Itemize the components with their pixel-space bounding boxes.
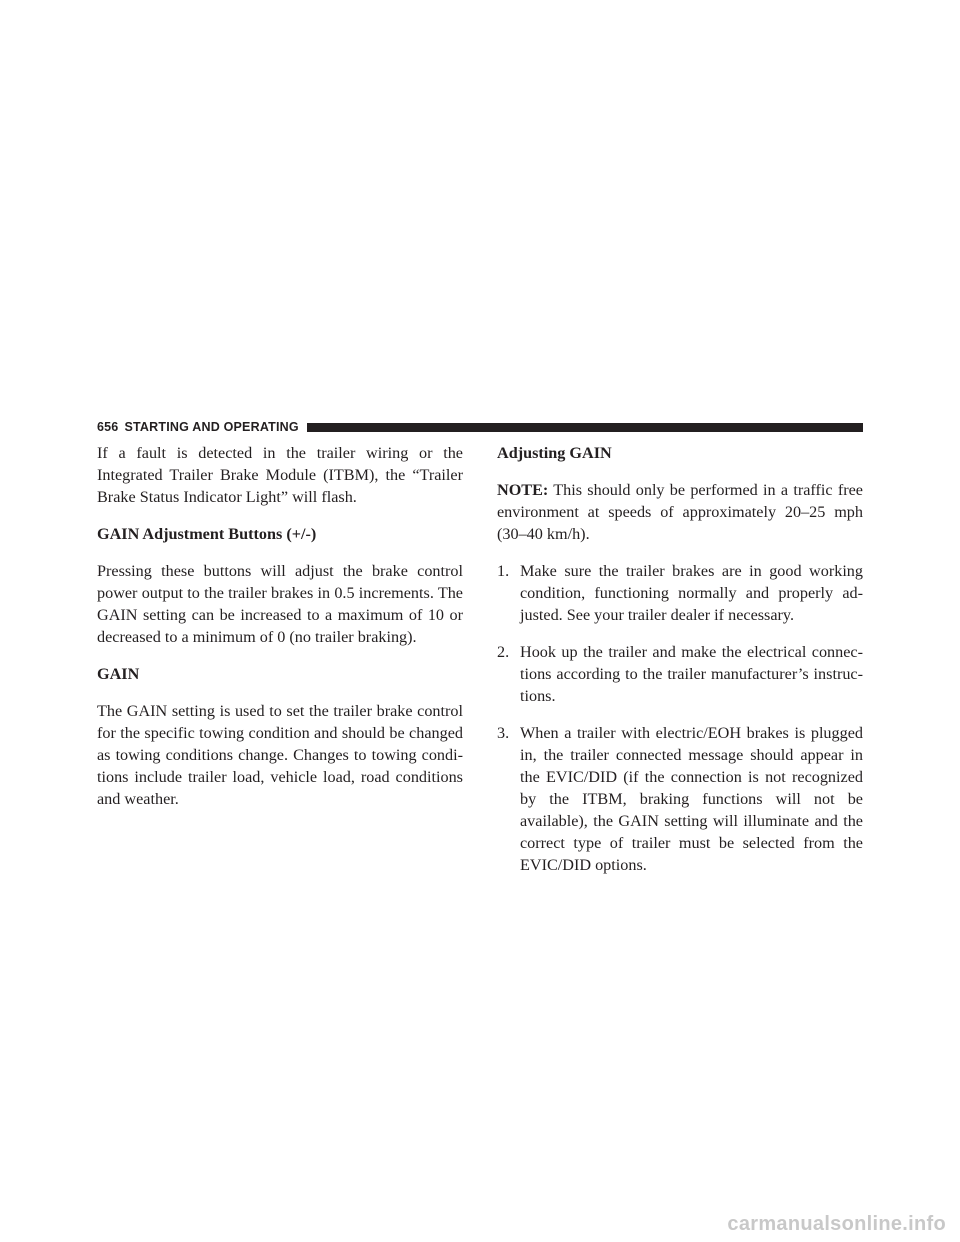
gain-buttons-paragraph: Pressing these buttons will adjust the brake control power output to the trailer brakes in 0.5 increments. The GAIN setting can be increased to a maximum of 10 or decreased to a minimum of 0 (no trailer braking). — [97, 562, 463, 646]
watermark: carmanualsonline.info — [727, 1213, 946, 1235]
adjusting-gain-heading: Adjusting GAIN — [497, 444, 612, 462]
page-number: 656 — [97, 420, 119, 434]
note-paragraph — [497, 479, 863, 545]
steps-list — [497, 560, 863, 876]
note-text: This should only be performed in a traffic free environment at speeds of approximately 20–25 mph (30–40 km/h). — [497, 481, 863, 543]
step-number: 3. — [497, 724, 510, 742]
page-header — [97, 420, 863, 434]
header-rule — [307, 423, 863, 432]
gain-paragraph: The GAIN setting is used to set the trailer brake control for the specific towing condition and should be changed as towing conditions change. Changes to towing condi-tions include trailer load, vehicle load, road conditions and weather. — [97, 702, 463, 808]
step-text: Make sure the trailer brakes are in good working condition, functioning normally and properly ad-justed. See your trailer dealer if necessary. — [520, 562, 863, 624]
step-text: When a trailer with electric/EOH brakes is plugged in, the trailer connected message should appear in the EVIC/DID (if the connection is not recognized by the ITBM, braking functions will not be available), the GAIN setting will illuminate and the correct type of trailer must be selected from the EVIC/DID options. — [520, 724, 863, 874]
gain-buttons-heading: GAIN Adjustment Buttons (+/-) — [97, 525, 317, 543]
intro-paragraph: If a fault is detected in the trailer wiring or the Integrated Trailer Brake Module (ITBM), the “Trailer Brake Status Indicator Light” will flash. — [97, 444, 463, 506]
step-number: 2. — [497, 643, 510, 661]
step-number: 1. — [497, 562, 510, 580]
step-text: Hook up the trailer and make the electrical connec-tions according to the trailer manufacturer’s instruc-tions. — [520, 643, 863, 705]
section-title: STARTING AND OPERATING — [124, 420, 299, 434]
list-item — [497, 560, 863, 626]
left-column — [97, 442, 463, 825]
list-item — [497, 641, 863, 707]
note-label: NOTE: — [497, 481, 549, 499]
gain-heading: GAIN — [97, 665, 140, 683]
list-item — [497, 722, 863, 876]
right-column — [497, 442, 863, 891]
